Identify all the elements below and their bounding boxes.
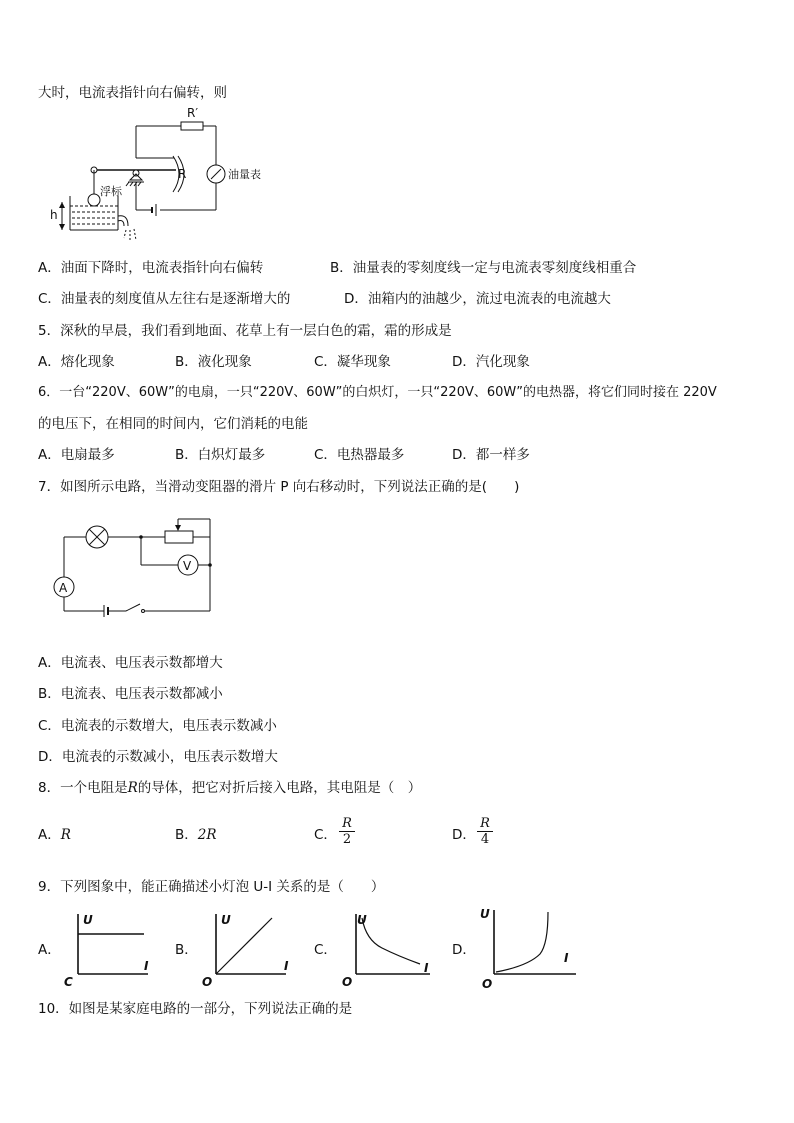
q9-b-origin-label: O bbox=[202, 975, 213, 989]
h-label: h bbox=[50, 208, 58, 222]
q4-option-c[interactable]: C．油量表的刻度值从左往右是逐渐增大的 bbox=[38, 291, 291, 307]
q8-stem-var: R bbox=[127, 780, 138, 796]
q9-a-u-label: U bbox=[83, 913, 93, 927]
q8-option-b[interactable] bbox=[175, 826, 217, 844]
q5-option-d[interactable]: D．汽化现象 bbox=[452, 354, 530, 370]
q7-circuit-figure bbox=[50, 515, 230, 625]
q9-b-i-label: I bbox=[284, 959, 289, 973]
r-prime-label: R′ bbox=[187, 106, 199, 120]
q9-c-u-label: U bbox=[357, 913, 367, 927]
q9-graph-a bbox=[62, 908, 152, 988]
q6-stem-line1: 6．一台“220V、60W”的电扇，一只“220V、60W”的白炽灯，一只“220V、60W”的电热器，将它们同时接在 220V bbox=[38, 385, 717, 400]
q9-option-c[interactable]: C． bbox=[314, 942, 337, 958]
q6-stem-line2: 的电压下，在相同的时间内，它们消耗的电能 bbox=[38, 416, 308, 432]
q9-option-d[interactable]: D． bbox=[452, 942, 476, 958]
q8-option-d[interactable] bbox=[452, 826, 476, 844]
q6-option-c[interactable]: C．电热器最多 bbox=[314, 447, 405, 463]
q4-stem-tail: 大时，电流表指针向右偏转，则 bbox=[38, 85, 227, 101]
q9-option-a[interactable]: A． bbox=[38, 942, 61, 958]
q8-option-c-denominator: 2 bbox=[342, 832, 352, 847]
q7-option-b[interactable]: B．电流表、电压表示数都减小 bbox=[38, 686, 223, 702]
q9-option-b[interactable]: B． bbox=[175, 942, 198, 958]
float-label: 浮标 bbox=[100, 185, 122, 198]
q8-option-a[interactable] bbox=[38, 826, 71, 844]
q7-option-c[interactable]: C．电流表的示数增大，电压表示数减小 bbox=[38, 718, 277, 734]
q5-option-a[interactable]: A．熔化现象 bbox=[38, 354, 115, 370]
q8-stem-pre: 8．一个电阻是 bbox=[38, 780, 128, 796]
q6-option-b[interactable]: B．白炽灯最多 bbox=[175, 447, 266, 463]
q9-b-u-label: U bbox=[221, 913, 231, 927]
q5-option-c[interactable]: C．凝华现象 bbox=[314, 354, 391, 370]
q8-option-b-label: B． bbox=[175, 827, 198, 843]
q4-option-d[interactable]: D．油箱内的油越少，流过电流表的电流越大 bbox=[344, 291, 611, 307]
q9-c-origin-label: O bbox=[342, 975, 353, 989]
q5-option-b[interactable]: B．液化现象 bbox=[175, 354, 252, 370]
meter-label: 油量表 bbox=[228, 168, 261, 181]
q8-option-c-numerator: R bbox=[339, 816, 355, 832]
q9-c-i-label: I bbox=[424, 961, 429, 975]
q8-option-c-label: C． bbox=[314, 827, 337, 843]
q8-option-d-numerator: R bbox=[477, 816, 493, 832]
q6-option-d[interactable]: D．都一样多 bbox=[452, 447, 530, 463]
q9-a-origin-label: C bbox=[64, 975, 73, 989]
q10-stem: 10．如图是某家庭电路的一部分，下列说法正确的是 bbox=[38, 1001, 353, 1017]
q8-option-d-label: D． bbox=[452, 827, 476, 843]
q9-d-i-label: I bbox=[564, 951, 569, 965]
voltmeter-label: V bbox=[183, 559, 192, 573]
ammeter-label: A bbox=[59, 581, 68, 595]
q7-option-a[interactable]: A．电流表、电压表示数都增大 bbox=[38, 655, 223, 671]
q4-fuel-gauge-figure bbox=[48, 106, 288, 253]
q8-option-a-label: A． bbox=[38, 827, 61, 843]
q9-graph-c bbox=[340, 908, 435, 988]
q7-option-d[interactable]: D．电流表的示数减小，电压表示数增大 bbox=[38, 749, 278, 765]
q5-stem: 5．深秋的早晨，我们看到地面、花草上有一层白色的霜，霜的形成是 bbox=[38, 323, 452, 339]
q8-option-b-value: 2R bbox=[197, 827, 217, 843]
q8-option-d-denominator: 4 bbox=[480, 832, 490, 847]
q8-option-c[interactable] bbox=[314, 826, 337, 844]
q4-option-b[interactable]: B．油量表的零刻度线一定与电流表零刻度线相重合 bbox=[330, 260, 637, 276]
q7-stem: 7．如图所示电路，当滑动变阻器的滑片 P 向右移动时，下列说法正确的是( ) bbox=[38, 479, 520, 495]
q9-a-i-label: I bbox=[144, 959, 149, 973]
q8-option-c-fraction bbox=[339, 816, 355, 848]
q8-stem bbox=[38, 779, 421, 797]
q9-graph-b bbox=[200, 908, 290, 988]
q6-option-a[interactable]: A．电扇最多 bbox=[38, 447, 115, 463]
q8-option-d-fraction bbox=[477, 816, 493, 848]
q8-stem-post: 的导体，把它对折后接入电路，其电阻是（ ） bbox=[137, 780, 422, 796]
q4-option-a[interactable]: A．油面下降时，电流表指针向右偏转 bbox=[38, 260, 264, 276]
q8-option-a-value: R bbox=[60, 827, 71, 843]
q9-stem: 9．下列图象中，能正确描述小灯泡 U-I 关系的是（ ） bbox=[38, 879, 385, 895]
q9-d-u-label: U bbox=[480, 907, 490, 921]
r-label: R bbox=[178, 167, 187, 181]
q9-d-origin-label: O bbox=[482, 977, 493, 991]
q9-graph-d bbox=[478, 904, 578, 989]
